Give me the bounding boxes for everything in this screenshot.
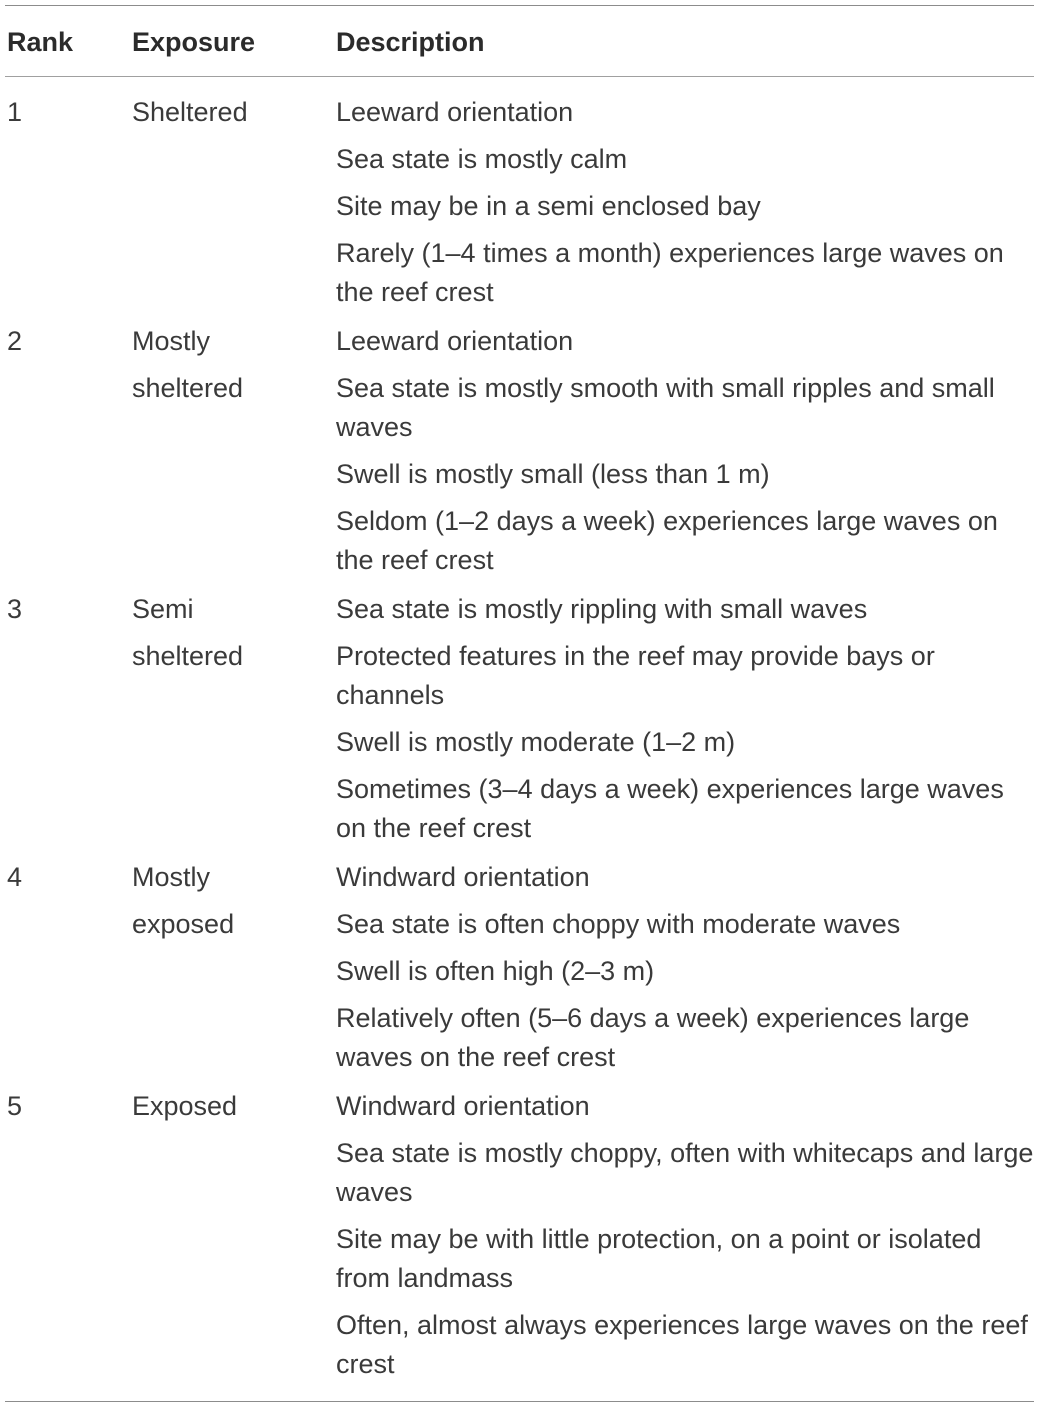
- description-cell: [336, 858, 1036, 1085]
- description-item: Relatively often (5–6 days a week) experiences large waves on the reef crest: [336, 1003, 970, 1072]
- header-rank: Rank: [7, 27, 74, 57]
- exposure-line: Mostly: [132, 862, 211, 892]
- rank-cell: 5: [7, 1091, 23, 1121]
- description-item: Leeward orientation: [336, 326, 574, 356]
- rank-cell: 3: [7, 594, 23, 624]
- description-cell: [336, 1087, 1036, 1392]
- exposure-cell: [132, 1087, 322, 1134]
- description-cell: [336, 590, 1036, 856]
- description-cell: [336, 93, 1036, 320]
- exposure-cell: [132, 858, 322, 952]
- description-item: Often, almost always experiences large waves on the reef crest: [336, 1310, 1028, 1379]
- description-item: Protected features in the reef may provide bays or channels: [336, 641, 935, 710]
- exposure-line: sheltered: [132, 641, 244, 671]
- header-exposure: Exposure: [132, 27, 256, 57]
- exposure-line: Sheltered: [132, 97, 248, 127]
- rank-cell: 1: [7, 97, 23, 127]
- description-item: Sea state is mostly choppy, often with whitecaps and large waves: [336, 1138, 1034, 1207]
- exposure-line: Semi: [132, 594, 194, 624]
- description-item: Swell is often high (2–3 m): [336, 956, 655, 986]
- exposure-cell: [132, 93, 322, 140]
- exposure-line: Mostly: [132, 326, 211, 356]
- description-item: Leeward orientation: [336, 97, 574, 127]
- description-item: Swell is mostly small (less than 1 m): [336, 459, 770, 489]
- description-item: Rarely (1–4 times a month) experiences large waves on the reef crest: [336, 238, 1004, 307]
- description-item: Site may be in a semi enclosed bay: [336, 191, 761, 221]
- description-item: Sea state is mostly rippling with small waves: [336, 594, 868, 624]
- description-item: Site may be with little protection, on a point or isolated from landmass: [336, 1224, 982, 1293]
- description-item: Sea state is mostly smooth with small ripples and small waves: [336, 373, 995, 442]
- table-bottom-rule: [5, 1401, 1034, 1402]
- exposure-cell: [132, 322, 322, 416]
- rank-cell: 4: [7, 862, 23, 892]
- description-item: Seldom (1–2 days a week) experiences large waves on the reef crest: [336, 506, 998, 575]
- header-description: Description: [336, 27, 485, 57]
- description-item: Swell is mostly moderate (1–2 m): [336, 727, 736, 757]
- exposure-line: exposed: [132, 909, 235, 939]
- exposure-line: Exposed: [132, 1091, 238, 1121]
- exposure-cell: [132, 590, 322, 684]
- description-item: Sea state is often choppy with moderate waves: [336, 909, 901, 939]
- description-item: Sea state is mostly calm: [336, 144, 628, 174]
- description-item: Windward orientation: [336, 862, 590, 892]
- description-cell: [336, 322, 1036, 588]
- exposure-line: sheltered: [132, 373, 244, 403]
- description-item: Sometimes (3–4 days a week) experiences large waves on the reef crest: [336, 774, 1004, 843]
- description-item: Windward orientation: [336, 1091, 590, 1121]
- rank-cell: 2: [7, 326, 23, 356]
